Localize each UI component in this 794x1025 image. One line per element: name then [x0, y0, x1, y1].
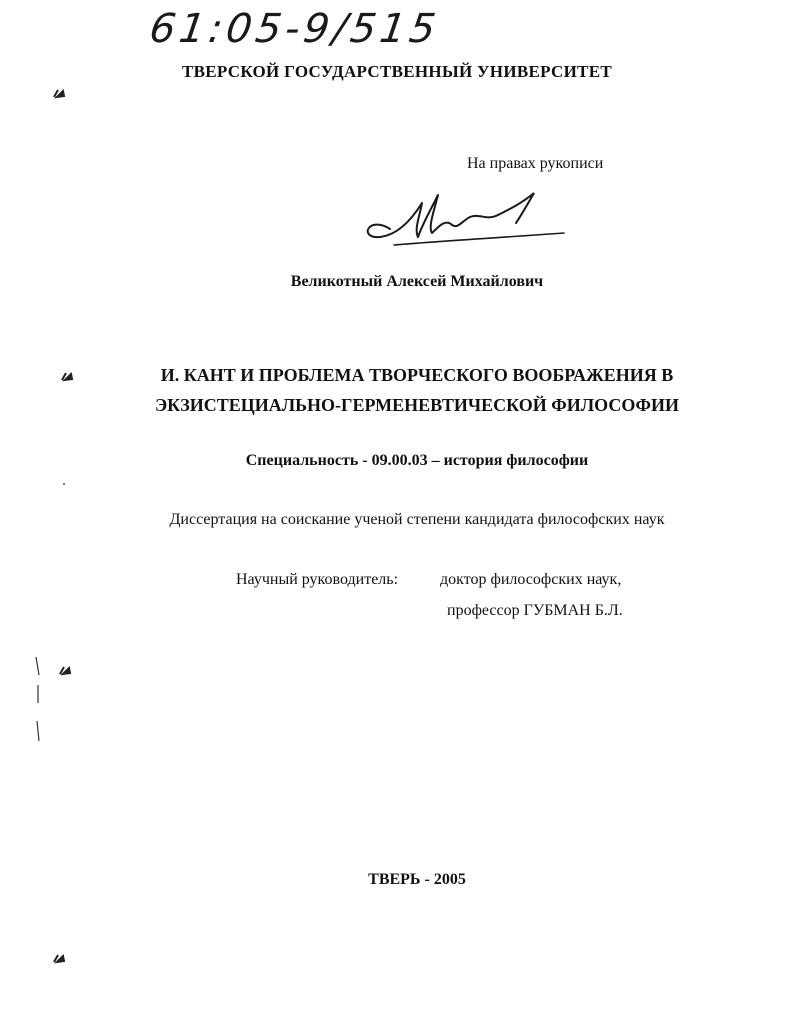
advisor-name: профессор ГУБМАН Б.Л. — [447, 602, 623, 619]
scan-edge-lines — [34, 655, 42, 745]
author-name: Великотный Алексей Михайлович — [290, 273, 544, 290]
university-name: ТВЕРСКОЙ ГОСУДАРСТВЕННЫЙ УНИВЕРСИТЕТ — [181, 62, 613, 81]
scan-mark — [60, 371, 74, 383]
advisor-label: Научный руководитель: — [236, 571, 399, 588]
dissertation-title — [0, 360, 794, 420]
advisor-degree: доктор философских наук, — [440, 571, 622, 588]
scan-mark — [52, 88, 66, 100]
signature-flourish — [498, 193, 534, 223]
manuscript-rights-note: На правах рукописи — [467, 155, 604, 172]
title-line-2: ЭКЗИСТЕЦИАЛЬНО-ГЕРМЕНЕВТИЧЕСКОЙ ФИЛОСОФИИ — [154, 395, 680, 415]
handwritten-archive-code: 61:05-9/515 — [146, 6, 443, 52]
title-line-1: И. КАНТ И ПРОБЛЕМА ТВОРЧЕСКОГО ВООБРАЖЕНИЯ В — [160, 365, 674, 385]
signature-stroke — [368, 195, 498, 237]
scan-mark — [52, 953, 66, 965]
degree-statement: Диссертация на соискание ученой степени кандидата философских наук — [169, 511, 665, 528]
scan-dot — [62, 482, 66, 486]
scan-mark — [58, 665, 72, 677]
handwritten-signature — [350, 185, 570, 255]
specialty-line: Специальность - 09.00.03 – история философии — [245, 452, 589, 469]
city-year: ТВЕРЬ - 2005 — [368, 871, 466, 888]
